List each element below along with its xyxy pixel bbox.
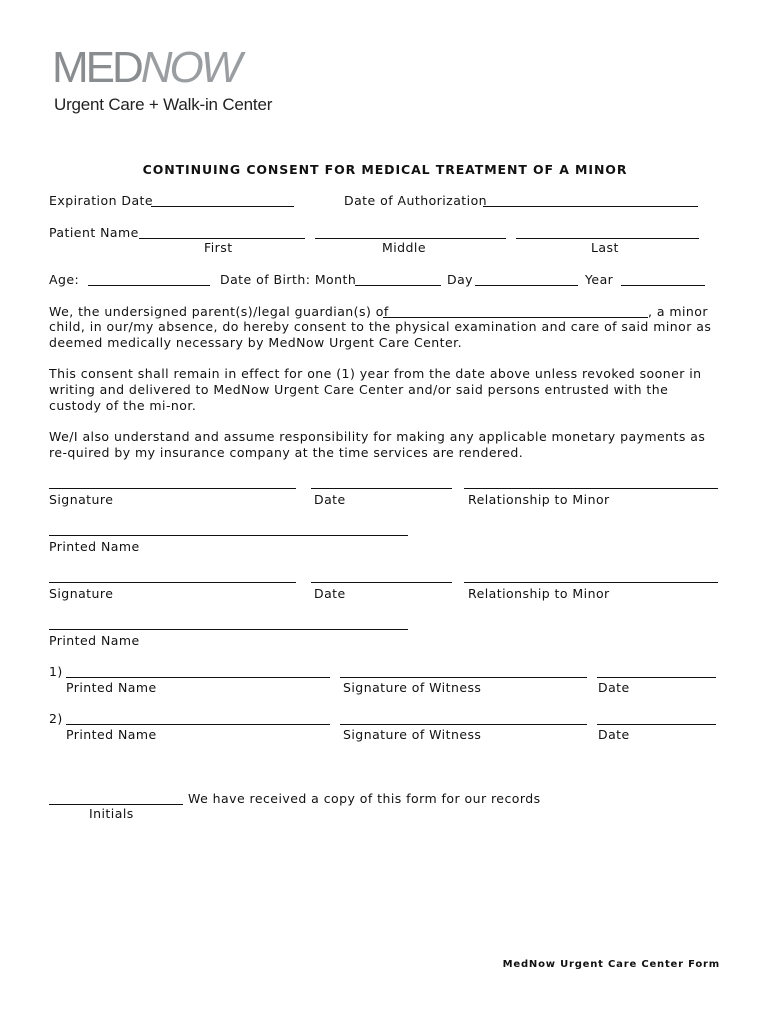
minor-name-line[interactable] (383, 317, 648, 318)
date-of-authorization-label: Date of Authorization (344, 193, 488, 208)
logo-part-med: MED (52, 43, 141, 92)
witness-1-signature-label: Signature of Witness (343, 680, 482, 695)
witness-1-date-line[interactable] (597, 677, 716, 678)
initials-line[interactable] (49, 804, 183, 805)
receipt-text: We have received a copy of this form for our records (188, 791, 541, 806)
witness-1-printed-name-line[interactable] (66, 677, 330, 678)
middle-label: Middle (382, 240, 426, 255)
date-2-label: Date (314, 586, 346, 601)
relationship-1-line[interactable] (464, 488, 718, 489)
relationship-2-label: Relationship to Minor (468, 586, 610, 601)
age-label: Age: (49, 272, 80, 287)
signature-2-line[interactable] (49, 582, 296, 583)
witness-2-date-line[interactable] (597, 724, 716, 725)
witness-2-printed-name-label: Printed Name (66, 727, 157, 742)
consent-paragraph: child, in our/my absence, do hereby consent to the physical examination and care of said minor as deemed medically necessary by MedNow Urgent Care Center. (49, 319, 712, 350)
logo (52, 43, 240, 92)
patient-middle-name-line[interactable] (315, 238, 506, 239)
dob-day-label: Day (447, 272, 474, 287)
witness-2-date-label: Date (598, 727, 630, 742)
relationship-2-line[interactable] (464, 582, 718, 583)
signature-1-line[interactable] (49, 488, 296, 489)
witness-2-printed-name-line[interactable] (66, 724, 330, 725)
relationship-1-label: Relationship to Minor (468, 492, 610, 507)
witness-2-signature-label: Signature of Witness (343, 727, 482, 742)
date-of-authorization-line[interactable] (483, 206, 698, 207)
printed-name-1-label: Printed Name (49, 539, 140, 554)
consent-intro-text: We, the undersigned parent(s)/legal guardian(s) of (49, 304, 389, 319)
date-2-line[interactable] (311, 582, 452, 583)
witness-1-date-label: Date (598, 680, 630, 695)
form-footer: MedNow Urgent Care Center Form (502, 959, 720, 970)
witness-2-signature-line[interactable] (340, 724, 587, 725)
consent-duration-paragraph: This consent shall remain in effect for one (1) year from the date above unless revoked sooner in writing and delivered to MedNow Urgent Care Center and/or said persons entrusted with the custody of the mi-nor. (49, 366, 702, 413)
patient-name-label: Patient Name (49, 225, 139, 240)
age-line[interactable] (88, 285, 210, 286)
patient-first-name-line[interactable] (139, 238, 305, 239)
initials-label: Initials (89, 806, 134, 821)
form-title: CONTINUING CONSENT FOR MEDICAL TREATMENT OF A MINOR (142, 162, 628, 177)
witness-2-number: 2) (49, 711, 63, 726)
logo-subtitle: Urgent Care + Walk-in Center (54, 95, 273, 114)
logo-part-now: NOW (140, 43, 240, 92)
expiration-date-label: Expiration Date (49, 193, 154, 208)
signature-2-label: Signature (49, 586, 114, 601)
first-label: First (204, 240, 233, 255)
dob-year-label: Year (585, 272, 614, 287)
patient-last-name-line[interactable] (516, 238, 699, 239)
dob-day-line[interactable] (475, 285, 578, 286)
printed-name-1-line[interactable] (49, 535, 408, 536)
payment-responsibility-paragraph: We/I also understand and assume responsibility for making any applicable monetary payments as re-quired by my insurance company at the time services are rendered. (49, 429, 706, 460)
expiration-date-line[interactable] (151, 206, 294, 207)
date-1-label: Date (314, 492, 346, 507)
printed-name-2-label: Printed Name (49, 633, 140, 648)
witness-1-printed-name-label: Printed Name (66, 680, 157, 695)
witness-1-signature-line[interactable] (340, 677, 587, 678)
dob-month-label: Date of Birth: Month (220, 272, 357, 287)
printed-name-2-line[interactable] (49, 629, 408, 630)
dob-month-line[interactable] (355, 285, 441, 286)
dob-year-line[interactable] (621, 285, 705, 286)
witness-1-number: 1) (49, 664, 63, 679)
date-1-line[interactable] (311, 488, 452, 489)
a-minor-text: , a minor (648, 304, 708, 319)
signature-1-label: Signature (49, 492, 114, 507)
last-label: Last (591, 240, 619, 255)
